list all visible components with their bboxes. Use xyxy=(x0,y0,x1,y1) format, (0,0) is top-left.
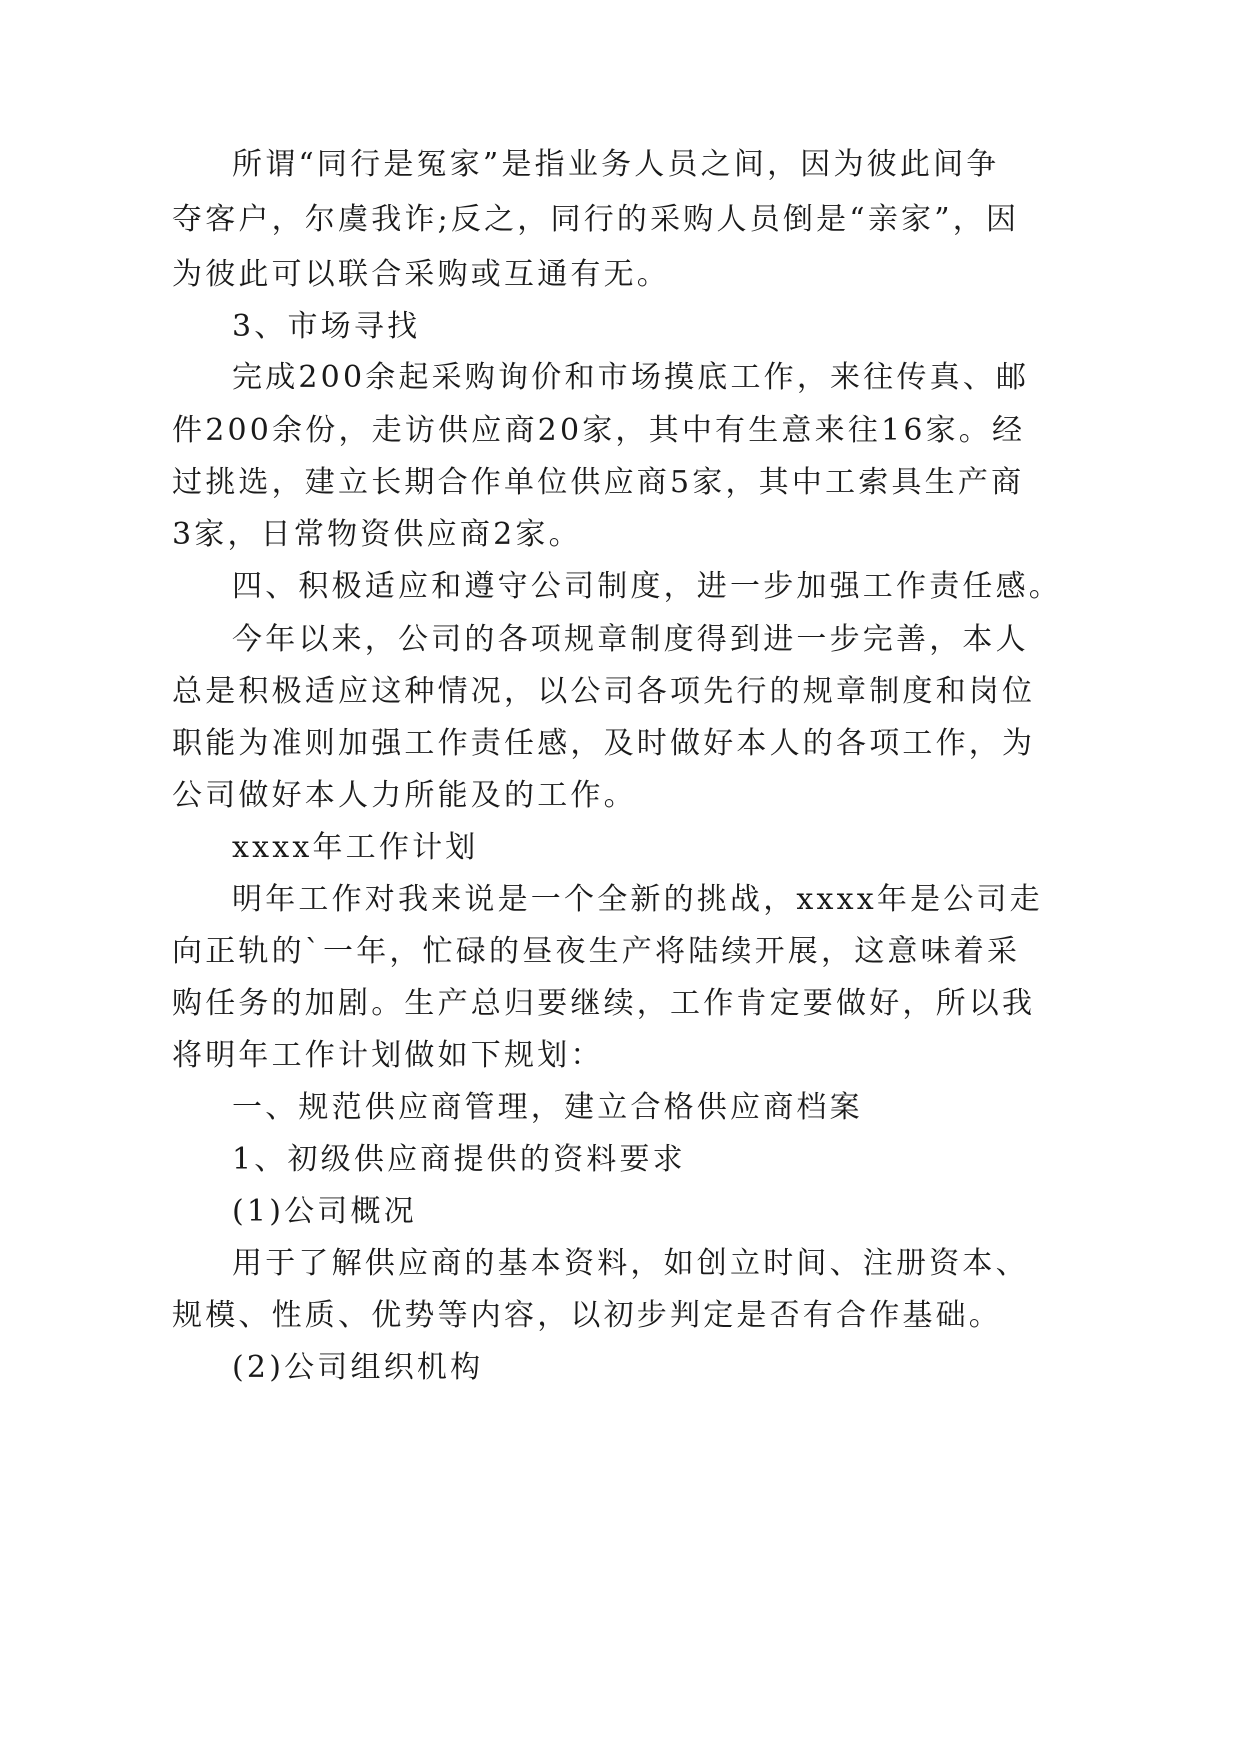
paragraph-line: 明年工作对我来说是一个全新的挑战，xxxx年是公司走 xyxy=(232,882,1043,917)
section-heading: 四、积极适应和遵守公司制度，进一步加强工作责任感。 xyxy=(232,569,1062,604)
paragraph-line: 购任务的加剧。生产总归要继续，工作肯定要做好，所以我 xyxy=(172,986,1036,1021)
paragraph-line: 件200余份，走访供应商20家，其中有生意来往16家。经 xyxy=(172,413,1026,448)
section-heading: (2)公司组织机构 xyxy=(232,1350,484,1385)
paragraph-line: 所谓“同行是冤家”是指业务人员之间，因为彼此间争 xyxy=(232,147,1000,182)
section-heading: 1、初级供应商提供的资料要求 xyxy=(232,1142,686,1177)
paragraph-line: 总是积极适应这种情况，以公司各项先行的规章制度和岗位 xyxy=(172,674,1036,709)
paragraph-line: 向正轨的`一年，忙碌的昼夜生产将陆续开展，这意味着采 xyxy=(172,934,1021,969)
section-heading: xxxx年工作计划 xyxy=(232,830,479,865)
paragraph-line: 今年以来，公司的各项规章制度得到进一步完善，本人 xyxy=(232,622,1029,657)
section-heading: 3、市场寻找 xyxy=(232,309,421,344)
paragraph-line: 规模、性质、优势等内容，以初步判定是否有合作基础。 xyxy=(172,1298,1002,1333)
paragraph-line: 过挑选，建立长期合作单位供应商5家，其中工索具生产商 xyxy=(172,465,1025,500)
paragraph-line: 职能为准则加强工作责任感，及时做好本人的各项工作，为 xyxy=(172,726,1036,761)
section-heading: (1)公司概况 xyxy=(232,1194,417,1229)
paragraph-line: 3家，日常物资供应商2家。 xyxy=(172,517,582,552)
paragraph-line: 将明年工作计划做如下规划： xyxy=(172,1038,604,1073)
paragraph-line: 公司做好本人力所能及的工作。 xyxy=(172,778,637,813)
paragraph-line: 用于了解供应商的基本资料，如创立时间、注册资本、 xyxy=(232,1246,1029,1281)
paragraph-line: 夺客户，尔虞我诈;反之，同行的采购人员倒是“亲家”，因 xyxy=(172,202,1020,237)
paragraph-line: 完成200余起采购询价和市场摸底工作，来往传真、邮 xyxy=(232,360,1030,395)
paragraph-line: 为彼此可以联合采购或互通有无。 xyxy=(172,257,670,292)
section-heading: 一、规范供应商管理，建立合格供应商档案 xyxy=(232,1090,863,1125)
